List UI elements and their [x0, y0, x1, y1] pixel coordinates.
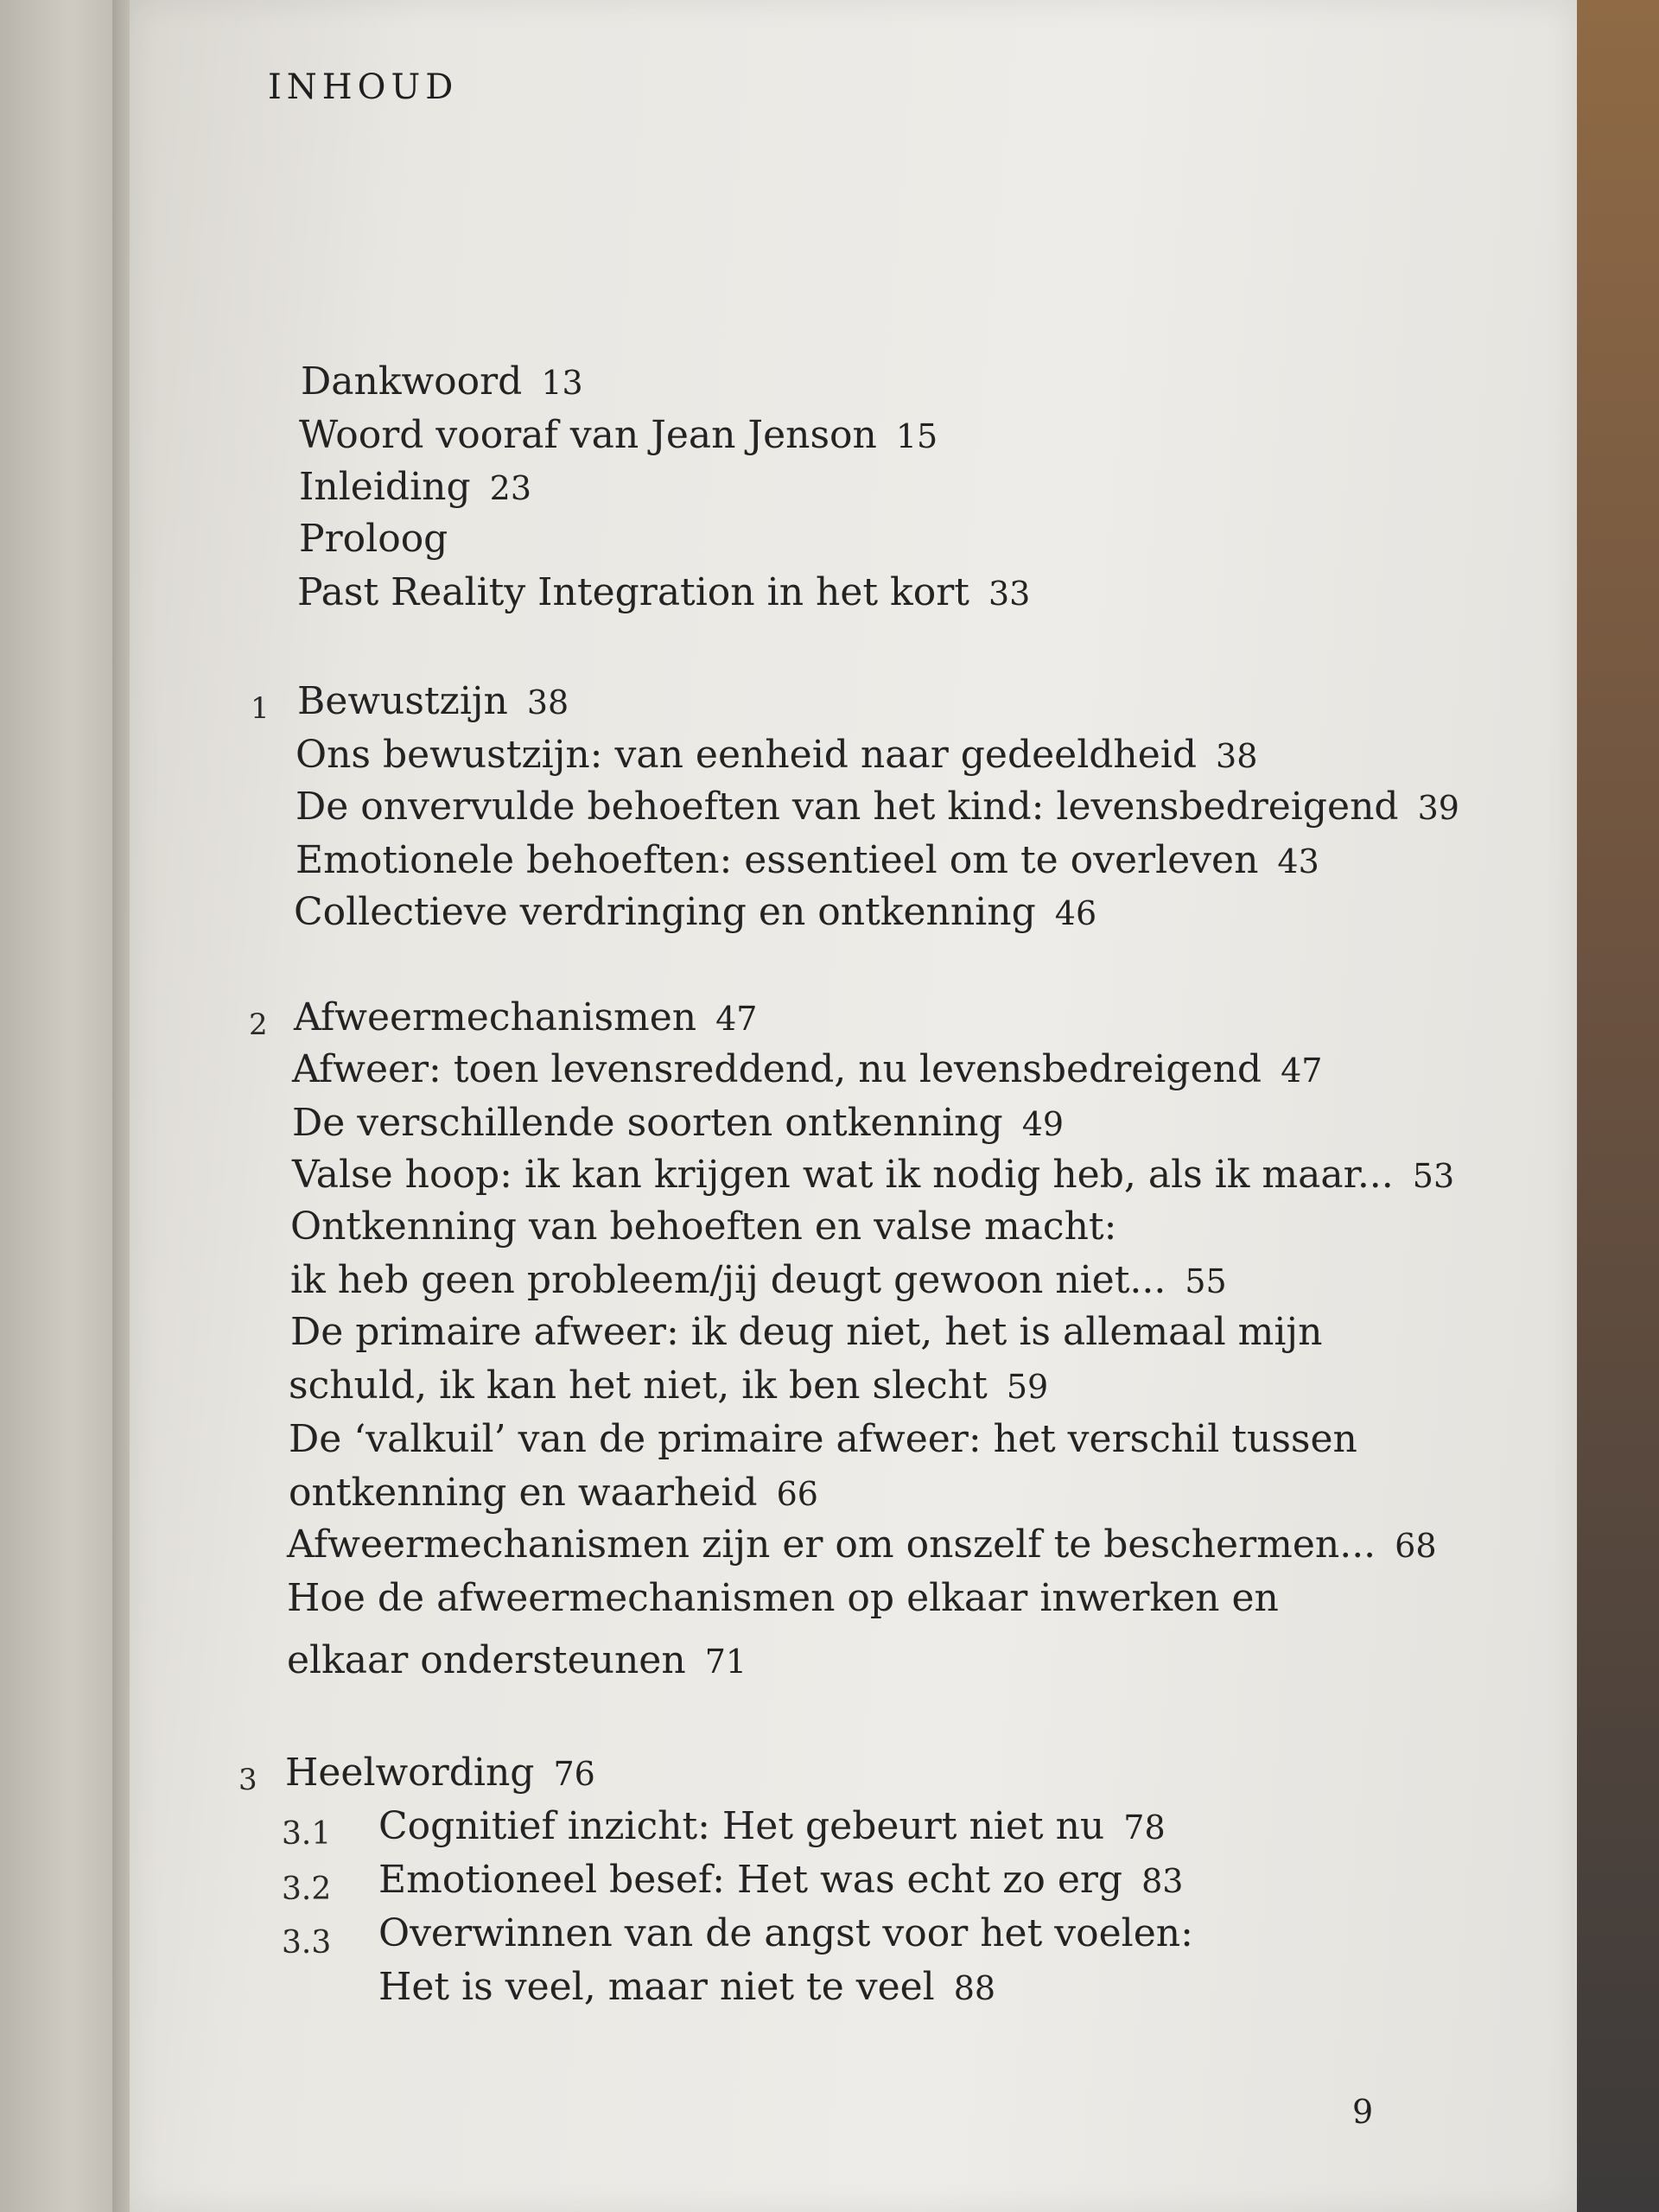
toc-page-number: 49 — [1021, 1105, 1065, 1143]
toc-page-number: 38 — [526, 683, 569, 721]
toc-page-number: 68 — [1395, 1527, 1437, 1565]
page-number: 9 — [1352, 2093, 1374, 2131]
toc-page-number: 15 — [895, 417, 938, 455]
toc-entry: Het is veel, maar niet te veel 88 — [378, 1965, 996, 2009]
toc-entry: Cognitief inzicht: Het gebeurt niet nu 78 — [378, 1804, 1166, 1848]
toc-entry-line: De ‘valkuil’ van de primaire afweer: het verschil tussen — [289, 1417, 1357, 1461]
facing-page-edge — [0, 0, 130, 2212]
toc-page-number: 39 — [1417, 789, 1459, 827]
toc-page-number: 43 — [1277, 842, 1319, 880]
toc-entry-line: Overwinnen van de angst voor het voelen: — [378, 1911, 1193, 1955]
table-surface — [1568, 0, 1659, 2212]
toc-entry-title: Woord vooraf van Jean Jenson — [299, 413, 877, 457]
toc-entry-title: Past Reality Integration in het kort — [297, 570, 969, 614]
page-heading: INHOUD — [268, 67, 459, 107]
toc-entry: Emotionele behoeften: essentieel om te overleven 43 — [296, 838, 1319, 882]
toc-entry — [299, 517, 448, 561]
chapter-title: Afweermechanismen 47 — [294, 995, 758, 1039]
toc-entry — [299, 465, 532, 509]
toc-page-number: 66 — [776, 1475, 818, 1513]
toc-entry-line: De primaire afweer: ik deug niet, het is allemaal mijn — [290, 1310, 1323, 1354]
toc-page-number: 47 — [715, 1000, 758, 1038]
toc-page-number: 46 — [1054, 894, 1097, 932]
chapter-number: 1 — [251, 691, 270, 726]
toc-entry: Afweer: toen levensreddend, nu levensbedreigend 47 — [292, 1047, 1323, 1091]
toc-entry: elkaar ondersteunen 71 — [287, 1638, 747, 1682]
toc-entry: ik heb geen probleem/jij deugt gewoon niet... 55 — [290, 1258, 1227, 1302]
toc-entry — [301, 359, 583, 404]
book-page — [130, 0, 1577, 2212]
toc-page-number: 55 — [1185, 1262, 1227, 1300]
toc-entry — [299, 413, 938, 457]
toc-entry-title: Proloog — [299, 517, 448, 561]
toc-page-number: 33 — [988, 575, 1031, 613]
chapter-number: 3 — [238, 1763, 257, 1797]
toc-entry-title: Dankwoord — [301, 359, 523, 404]
toc-entry-line: Hoe de afweermechanismen op elkaar inwerken en — [287, 1576, 1279, 1620]
toc-page-number: 13 — [541, 364, 583, 402]
toc-entry: Ons bewustzijn: van eenheid naar gedeeldheid 38 — [296, 733, 1258, 777]
toc-page-number: 38 — [1216, 737, 1258, 775]
toc-page-number: 59 — [1006, 1368, 1049, 1406]
toc-entry: Collectieve verdringing en ontkenning 46 — [294, 890, 1097, 934]
toc-page-number: 71 — [704, 1643, 747, 1681]
toc-page-number: 76 — [553, 1755, 595, 1793]
toc-entry: De verschillende soorten ontkenning 49 — [292, 1101, 1065, 1145]
toc-page-number: 83 — [1141, 1862, 1184, 1900]
toc-entry — [297, 570, 1031, 614]
toc-entry: Valse hoop: ik kan krijgen wat ik nodig heb, als ik maar... 53 — [292, 1153, 1455, 1197]
section-number: 3.1 — [282, 1816, 332, 1852]
toc-entry: schuld, ik kan het niet, ik ben slecht 59 — [289, 1363, 1049, 1408]
toc-entry: Emotioneel besef: Het was echt zo erg 83 — [378, 1858, 1184, 1902]
toc-entry: Afweermechanismen zijn er om onszelf te beschermen... 68 — [287, 1522, 1437, 1567]
chapter-title: Heelwording 76 — [285, 1751, 595, 1795]
chapter-title: Bewustzijn 38 — [297, 679, 569, 723]
section-number: 3.2 — [282, 1872, 332, 1907]
toc-entry: ontkenning en waarheid 66 — [289, 1471, 818, 1515]
toc-entry-title: Inleiding — [299, 465, 471, 509]
toc-entry-line: Ontkenning van behoeften en valse macht: — [290, 1205, 1117, 1249]
toc-page-number: 23 — [489, 469, 532, 507]
toc-entry: De onvervulde behoeften van het kind: levensbedreigend 39 — [296, 785, 1459, 829]
chapter-number: 2 — [249, 1007, 268, 1042]
toc-page-number: 47 — [1281, 1052, 1323, 1090]
toc-page-number: 88 — [953, 1969, 996, 2007]
section-number: 3.3 — [282, 1925, 332, 1961]
toc-page-number: 78 — [1123, 1808, 1166, 1847]
toc-page-number: 53 — [1412, 1157, 1455, 1195]
